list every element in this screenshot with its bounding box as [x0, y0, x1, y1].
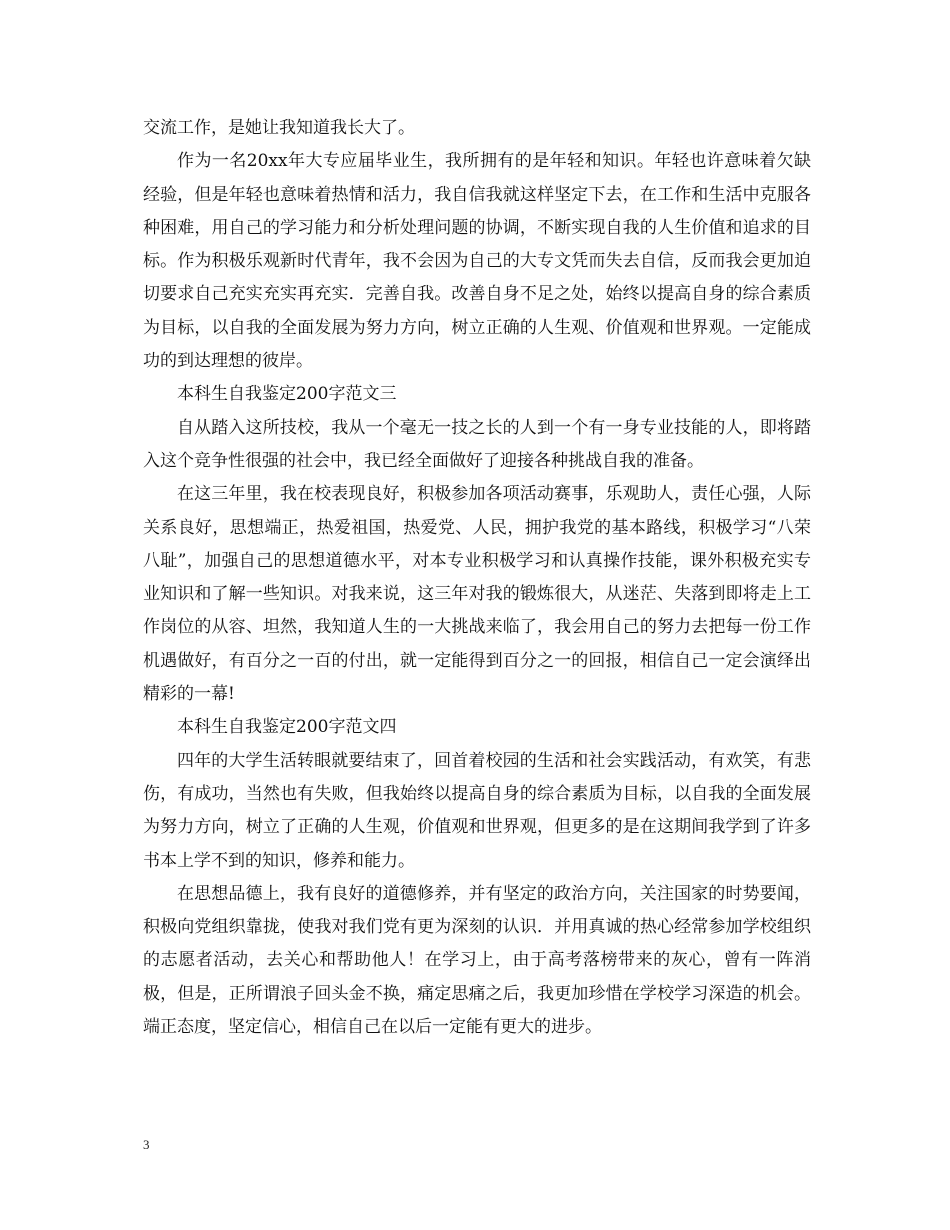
document-body [143, 112, 811, 1044]
paragraph-four-years: 四年的大学生活转眼就要结束了，回首着校园的生活和社会实践活动，有欢笑，有悲伤，有成功，当然也有失败，但我始终以提高自身的综合素质为目标，以自我的全面发展为努力方向，树立了正确的人生观，价值观和世界观，但更多的是在这期间我学到了许多书本上学不到的知识，修养和能力。 [143, 750, 811, 871]
section-heading-sample-three: 本科生自我鉴定200字范文三 [177, 384, 397, 405]
page-number: 3 [143, 1137, 150, 1152]
paragraph-technical-school: 自从踏入这所技校，我从一个毫无一技之长的人到一个有一身专业技能的人，即将踏入这个竞争性很强的社会中，我已经全面做好了迎接各种挑战自我的准备。 [143, 417, 811, 471]
paragraph-moral-character: 在思想品德上，我有良好的道德修养，并有坚定的政治方向，关注国家的时势要闻，积极向党组织靠拢，使我对我们党有更为深刻的认识．并用真诚的热心经常参加学校组织的志愿者活动，去关心和帮助他人！在学习上，由于高考落榜带来的灰心，曾有一阵消极，但是，正所谓浪子回头金不换，痛定思痛之后，我更加珍惜在学校学习深造的机会。端正态度，坚定信心，相信自己在以后一定能有更大的进步。 [143, 883, 811, 1038]
paragraph-continuation: 交流工作，是她让我知道我长大了。 [143, 118, 415, 138]
section-heading-sample-four: 本科生自我鉴定200字范文四 [177, 717, 397, 738]
paragraph-three-years: 在这三年里，我在校表现良好，积极参加各项活动赛事，乐观助人，责任心强，人际关系良好，思想端正，热爱祖国，热爱党、人民，拥护我党的基本路线，积极学习“八荣八耻”，加强自己的思想道德水平，对本专业积极学习和认真操作技能，课外积极充实专业知识和了解一些知识。对我来说，这三年对我的锻炼很大，从迷茫、失落到即将走上工作岗位的从容、坦然，我知道人生的一大挑战来临了，我会用自己的努力去把每一份工作机遇做好，有百分之一百的付出，就一定能得到百分之一的回报，相信自己一定会演绎出精彩的一幕! [143, 484, 811, 705]
paragraph-graduate-intro: 作为一名20xx年大专应届毕业生，我所拥有的是年轻和知识。年轻也许意味着欠缺经验，但是年轻也意味着热情和活力，我自信我就这样坚定下去，在工作和生活中克服各种困难，用自己的学习能力和分析处理问题的协调，不断实现自我的人生价值和追求的目标。作为积极乐观新时代青年，我不会因为自己的大专文凭而失去自信，反而我会更加迫切要求自己充实充实再充实．完善自我。改善自身不足之处，始终以提高自身的综合素质为目标，以自我的全面发展为努力方向，树立正确的人生观、价值观和世界观。一定能成功的到达理想的彼岸。 [143, 151, 811, 372]
